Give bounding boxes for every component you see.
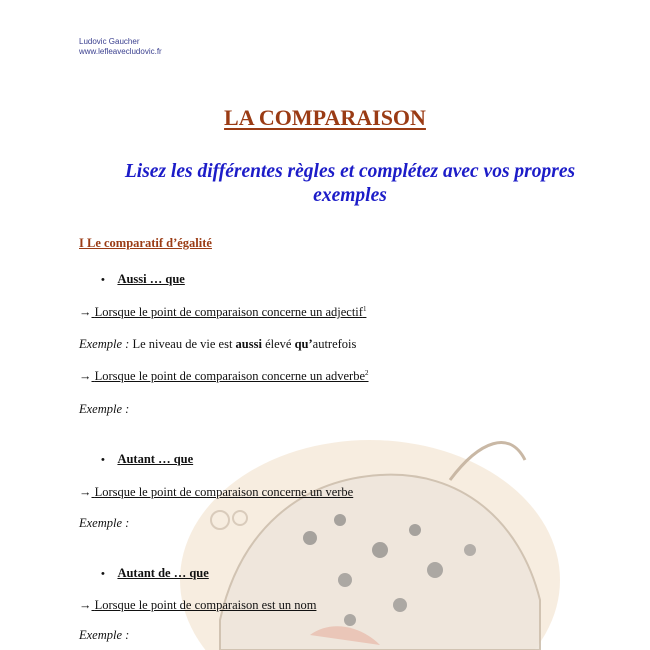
example-text-2: élevé (261, 337, 295, 351)
example-label: Exemple : (79, 402, 130, 416)
example-text-3: autrefois (312, 337, 357, 351)
bullet-label: Autant de … que (117, 566, 209, 580)
arrow-icon: → (79, 485, 92, 499)
example-verbe (79, 516, 129, 531)
page-title (0, 105, 650, 131)
example-keyword-que: qu’ (294, 337, 313, 351)
bullet-icon: • (101, 568, 105, 580)
instructions: Lisez les différentes règles et complétez avec vos propres exemples (124, 161, 576, 206)
example-adverbe (79, 402, 129, 417)
footnote-marker: 1 (362, 305, 367, 313)
author-header (79, 37, 162, 57)
bullet-label: Aussi … que (117, 272, 185, 286)
arrow-icon: → (79, 369, 92, 383)
example-adjectif (79, 337, 356, 352)
rule-text: Lorsque le point de comparaison concerne un adverbe (94, 369, 366, 383)
rule-adjectif (79, 305, 366, 320)
example-label: Exemple : (79, 628, 130, 642)
example-nom (79, 628, 129, 643)
rule-text: Lorsque le point de comparaison concerne un adjectif (94, 305, 363, 319)
bullet-autant-que (101, 452, 193, 467)
rule-nom (79, 598, 316, 613)
author-name: Ludovic Gaucher (79, 37, 140, 46)
bullet-aussi-que (101, 272, 185, 287)
bullet-label: Autant … que (117, 452, 194, 466)
rule-adverbe (79, 369, 369, 384)
example-keyword-aussi: aussi (235, 337, 262, 351)
arrow-icon: → (79, 598, 92, 612)
footnote-marker: 2 (365, 369, 369, 377)
arrow-icon: → (79, 305, 92, 319)
page-title-text: LA COMPARAISON (224, 105, 426, 130)
example-text-1: Le niveau de vie est (129, 337, 236, 351)
bullet-icon: • (101, 274, 105, 286)
bullet-icon: • (101, 454, 105, 466)
section-title: I Le comparatif d’égalité (79, 236, 212, 250)
rule-verbe (79, 485, 353, 500)
rule-text: Lorsque le point de comparaison est un nom (94, 598, 317, 612)
example-label: Exemple : (79, 516, 130, 530)
rule-text: Lorsque le point de comparaison concerne un verbe (94, 485, 354, 499)
author-website: www.lefleavecludovic.fr (79, 47, 162, 56)
example-label: Exemple : (79, 337, 130, 351)
background-illustration (180, 420, 560, 650)
bullet-autant-de-que (101, 566, 209, 581)
